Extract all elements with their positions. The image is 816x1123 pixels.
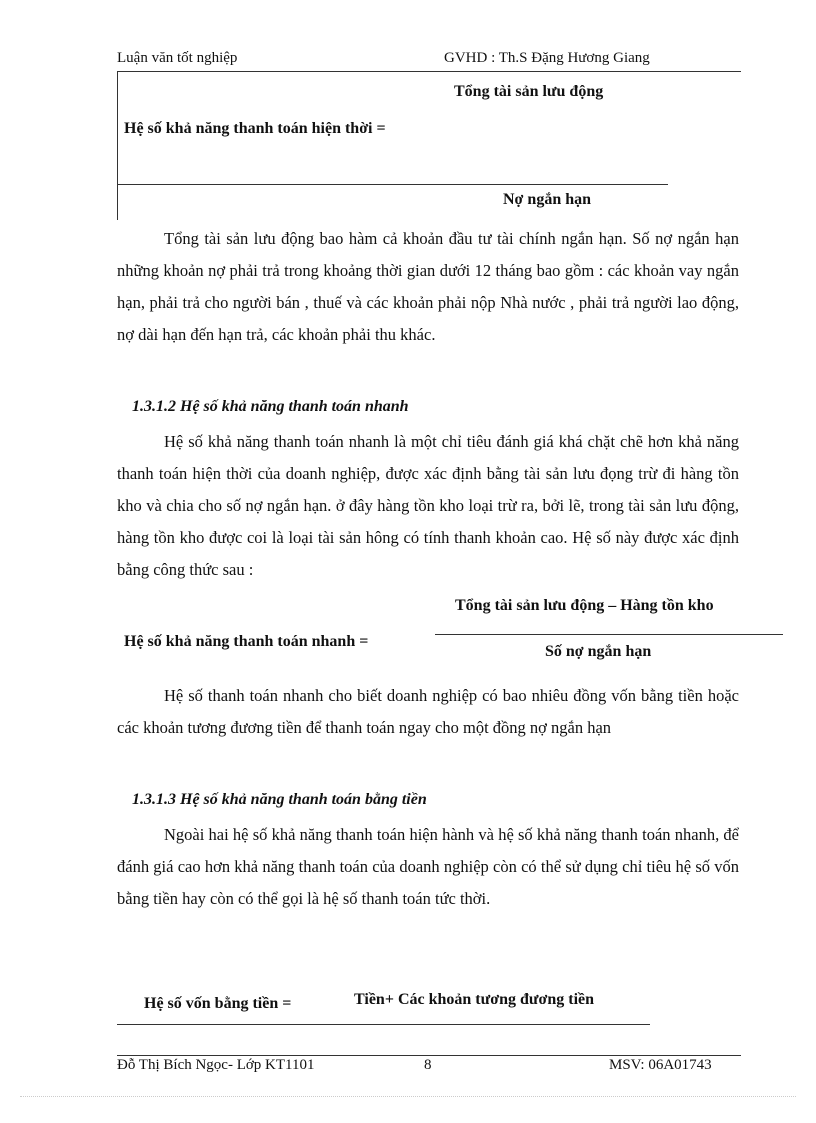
footer-right: MSV: 06A01743 [609, 1057, 712, 1073]
section-heading-quick-ratio: 1.3.1.2 Hệ số khả năng thanh toán nhanh [132, 398, 409, 415]
formula-current-fraction-bar [117, 184, 668, 185]
formula-current-numerator: Tổng tài sản lưu động [454, 83, 604, 100]
formula-current-label: Hệ số khả năng thanh toán hiện thời = [124, 120, 386, 137]
formula-cash-numerator: Tiền+ Các khoản tương đương tiền [354, 991, 595, 1008]
paragraph-cash-ratio: Ngoài hai hệ số khả năng thanh toán hiện hành và hệ số khả năng thanh toán nhanh, để đánh giá cao hơn khả năng thanh toán của doanh nghiệp còn có thể sử dụng chỉ tiêu hệ số vốn bằng tiền hay còn có thể gọi là hệ số thanh toán tức thời. [117, 825, 739, 908]
footer-page-number: 8 [424, 1057, 432, 1073]
formula-quick-label: Hệ số khả năng thanh toán nhanh = [124, 633, 369, 650]
header-rule [117, 71, 741, 72]
formula-quick-numerator: Tổng tài sản lưu động – Hàng tồn kho [455, 597, 714, 614]
formula-quick-denominator: Số nợ ngắn hạn [545, 643, 652, 660]
footer-rule [117, 1055, 741, 1056]
paragraph-current-ratio: Tổng tài sản lưu động bao hàm cả khoản đầu tư tài chính ngắn hạn. Số nợ ngắn hạn những khoản nợ phải trả trong khoảng thời gian dưới 12 tháng bao gồm : các khoản vay ngắn hạn, phải trả cho người bán , thuế và các khoản phải nộp Nhà nước , phải trả người lao động, nợ dài hạn đến hạn trả, các khoản phải thu khác. [117, 229, 739, 344]
header-right: GVHD : Th.S Đặng Hương Giang [444, 50, 650, 66]
section-heading-cash-ratio: 1.3.1.3 Hệ số khả năng thanh toán bằng tiền [132, 791, 427, 808]
page-break-line [20, 1096, 796, 1097]
formula-cash-label: Hệ số vốn bằng tiền = [144, 995, 292, 1012]
formula-left-border [117, 72, 118, 220]
formula-quick-fraction-bar [435, 634, 783, 635]
paragraph-quick-meaning: Hệ số thanh toán nhanh cho biết doanh nghiệp có bao nhiêu đồng vốn bằng tiền hoặc các khoản tương đương tiền để thanh toán ngay cho một đồng nợ ngắn hạn [117, 686, 739, 737]
formula-current-denominator: Nợ ngắn hạn [503, 191, 592, 208]
header-left: Luận văn tốt nghiệp [117, 50, 238, 66]
formula-cash-fraction-bar [117, 1024, 650, 1025]
footer-left: Đỗ Thị Bích Ngọc- Lớp KT1101 [117, 1057, 315, 1073]
paragraph-quick-ratio: Hệ số khả năng thanh toán nhanh là một chỉ tiêu đánh giá khá chặt chẽ hơn khả năng thanh toán hiện thời của doanh nghiệp, được xác định bằng tài sản lưu đọng trừ đi hàng tồn kho và chia cho số nợ ngắn hạn. ở đây hàng tồn kho loại trừ ra, bởi lẽ, trong tài sản lưu động, hàng tồn kho được coi là loại tài sản hông có tính thanh khoản cao. Hệ số này được xác định bằng công thức sau : [117, 432, 739, 579]
